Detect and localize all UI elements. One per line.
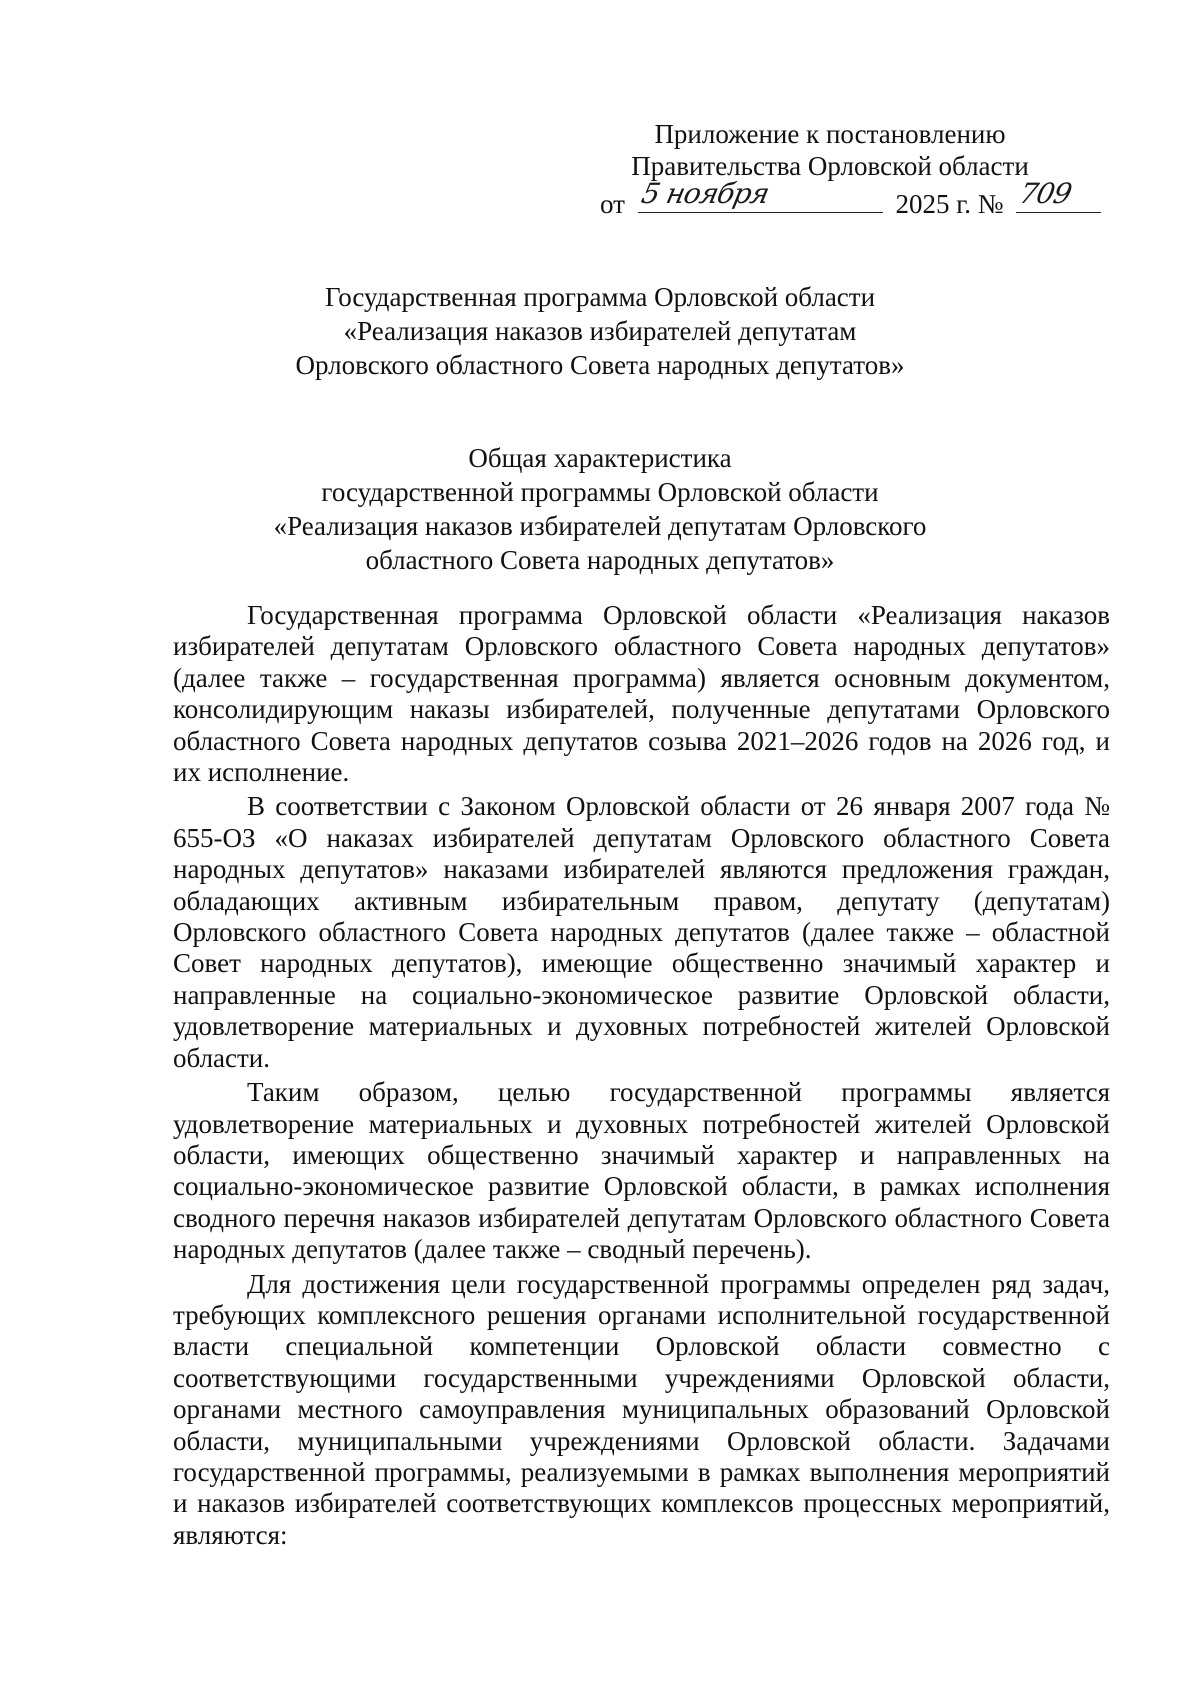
appendix-line-2: Правительства Орловской области <box>631 151 1029 181</box>
subtitle-line-2: государственной программы Орловской области <box>321 477 879 507</box>
subtitle-line-1: Общая характеристика <box>468 443 732 473</box>
handwritten-date: 5 ноября <box>638 177 772 210</box>
paragraph: Государственная программа Орловской области «Реализация наказов избирателей депутатам Орловского областного Совета народных депутатов» (далее также – государственная программа) является основным документом, консолидирующим наказы избирателей, полученные депутатами Орловского областного Совета народных депутатов созыва 2021–2026 годов на 2026 год, и их исполнение. <box>173 600 1110 788</box>
paragraph: Таким образом, целью государственной программы является удовлетворение материальных и духовных потребностей жителей Орловской области, имеющих общественно значимый характер и направленных на социально-экономическое развитие Орловской области, в рамках исполнения сводного перечня наказов избирателей депутатам Орловского областного Совета народных депутатов (далее также – сводный перечень). <box>173 1077 1110 1265</box>
paragraph: Для достижения цели государственной программы определен ряд задач, требующих комплексного решения органами исполнительной государственной власти специальной компетенции Орловской области совместно с соответствующими государственными учреждениями Орловской области, органами местного самоуправления муниципальных образований Орловской области, муниципальными учреждениями Орловской области. Задачами государственной программы, реализуемыми в рамках выполнения мероприятий и наказов избирателей соответствующих комплексов процессных мероприятий, являются: <box>173 1268 1110 1550</box>
paragraph: В соответствии с Законом Орловской области от 26 января 2007 года № 655-ОЗ «О наказах избирателей депутатам Орловского областного Совета народных депутатов» наказами избирателей являются предложения граждан, обладающих активным избирательным правом, депутату (депутатам) Орловского областного Совета народных депутатов (далее также – областной Совет народных депутатов), имеющие общественно значимый характер и направленные на социально-экономическое развитие Орловской области, удовлетворение материальных и духовных потребностей жителей Орловской области. <box>173 791 1110 1073</box>
title-line-3: Орловского областного Совета народных депутатов» <box>295 350 905 380</box>
title-line-2: «Реализация наказов избирателей депутатам <box>343 316 857 346</box>
date-prefix: от <box>600 189 625 219</box>
handwritten-number: 709 <box>1016 177 1075 210</box>
appendix-header <box>600 118 1075 220</box>
subtitle-line-3: «Реализация наказов избирателей депутатам Орловского <box>273 511 927 541</box>
body-text <box>173 600 1110 1554</box>
subtitle-line-4: областного Совета народных депутатов» <box>365 545 835 575</box>
number-field <box>1016 177 1101 213</box>
appendix-date-line <box>600 177 1075 220</box>
program-title <box>200 280 1000 382</box>
appendix-line-1: Приложение к постановлению <box>654 119 1006 149</box>
year-label: 2025 г. № <box>895 189 1004 219</box>
section-heading <box>200 441 1000 577</box>
title-line-1: Государственная программа Орловской области <box>324 282 876 312</box>
date-field <box>638 177 883 213</box>
